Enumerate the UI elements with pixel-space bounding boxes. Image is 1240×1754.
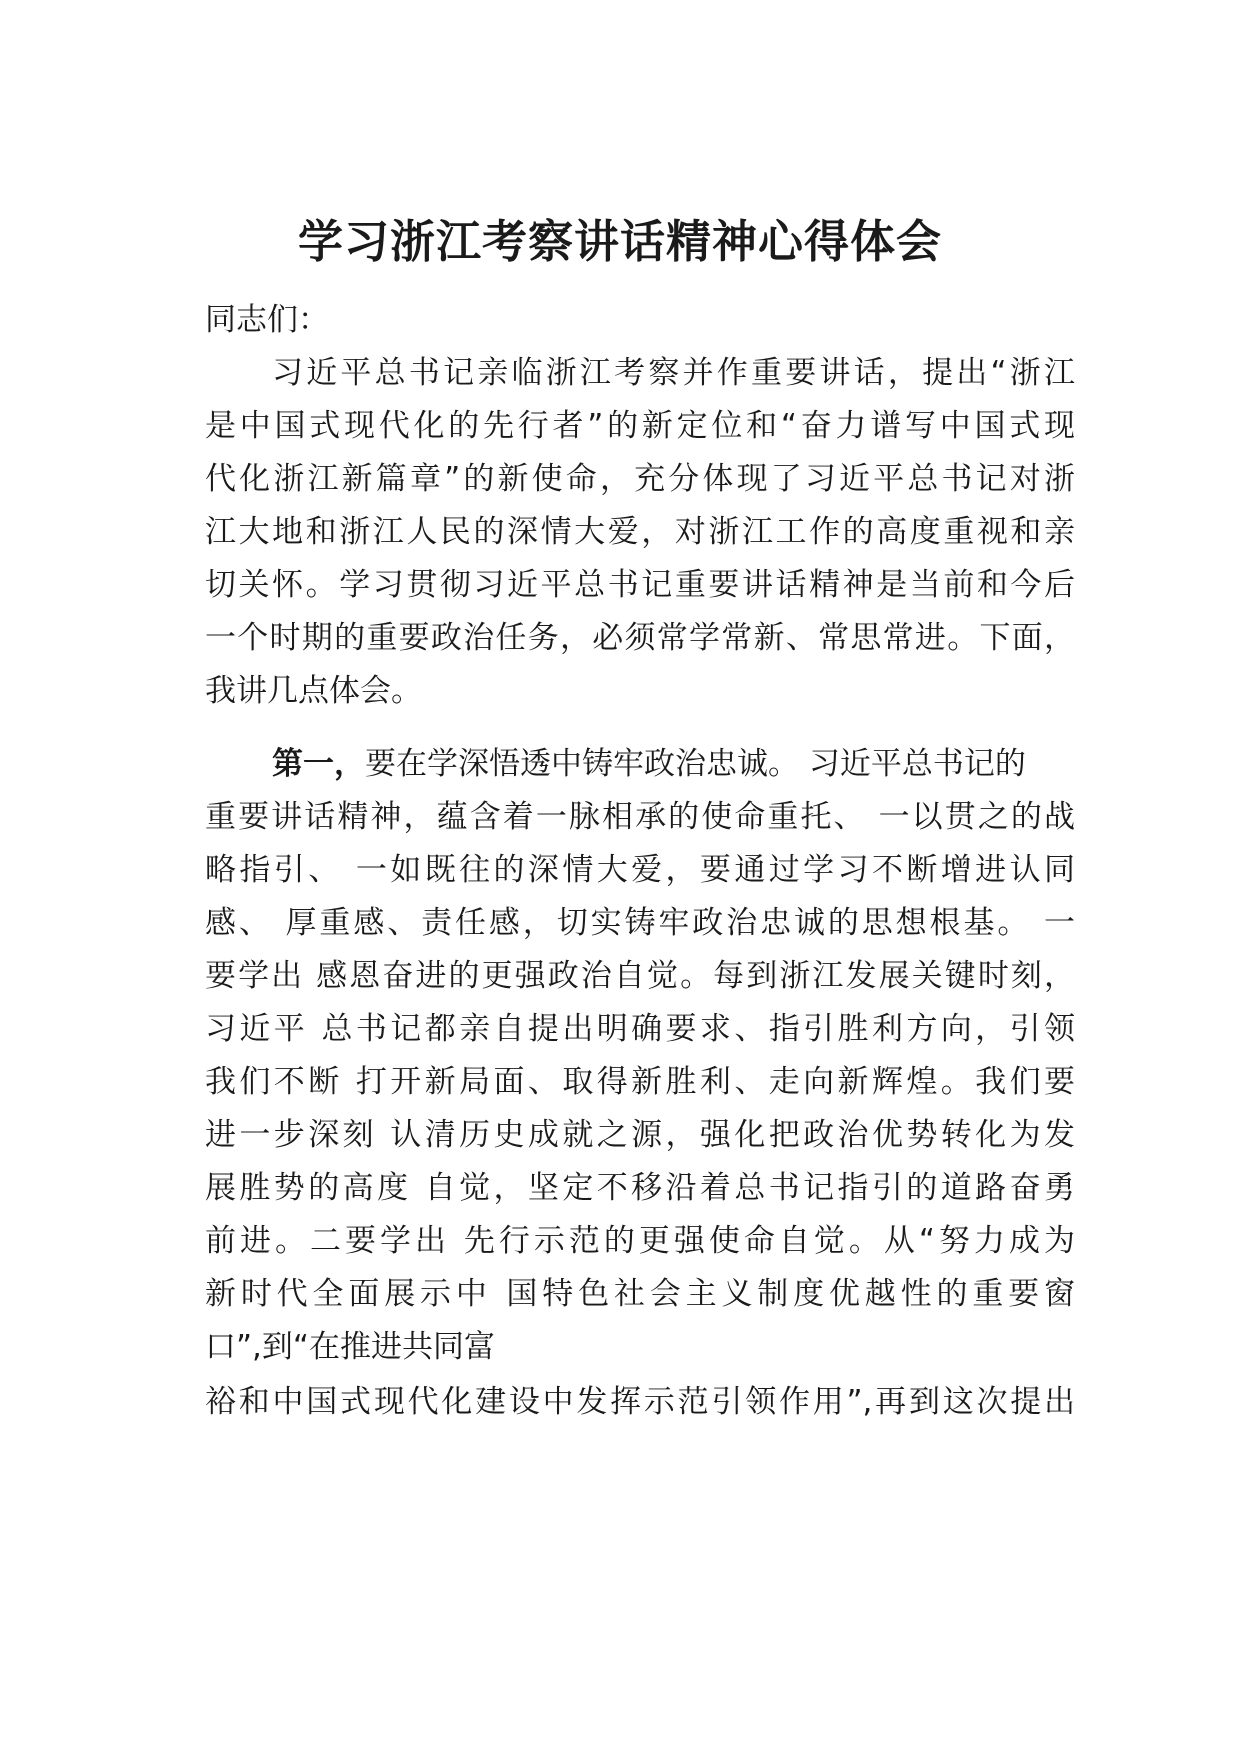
paragraph-line: 江大地和浙江人民的深情大爱，对浙江工作的高度重视和亲 xyxy=(205,514,1075,550)
paragraph-line: 口”,到“在推进共同富 xyxy=(205,1329,495,1365)
paragraph-line: 要学出 感恩奋进的更强政治自觉。每到浙江发展关键时刻， xyxy=(205,958,1075,994)
paragraph-line: 我们不断 打开新局面、取得新胜利、走向新辉煌。我们要 xyxy=(205,1064,1075,1100)
paragraph-line: 略指引、 一如既往的深情大爱，要通过学习不断增进认同 xyxy=(205,852,1075,888)
section-heading-text: 要在学深悟透中铸牢政治忠诚。 习近平总书记的 xyxy=(365,746,1026,782)
paragraph-line: 裕和中国式现代化建设中发挥示范引领作用”,再到这次提出 xyxy=(205,1384,1075,1420)
paragraph-line: 新时代全面展示中 国特色社会主义制度优越性的重要窗 xyxy=(205,1276,1075,1312)
paragraph-line: 我讲几点体会。 xyxy=(205,673,422,709)
paragraph-line: 习近平总书记亲临浙江考察并作重要讲话，提出“浙江 xyxy=(272,355,1075,391)
paragraph-line: 前进。二要学出 先行示范的更强使命自觉。从“努力成为 xyxy=(205,1223,1075,1259)
document-title: 学习浙江考察讲话精神心得体会 xyxy=(297,215,942,268)
paragraph-line: 是中国式现代化的先行者”的新定位和“奋力谱写中国式现 xyxy=(205,408,1075,444)
section-heading-line xyxy=(272,736,1075,792)
salutation: 同志们： xyxy=(205,302,329,338)
paragraph-line: 展胜势的高度 自觉，坚定不移沿着总书记指引的道路奋勇 xyxy=(205,1170,1075,1206)
paragraph-line: 切关怀。学习贯彻习近平总书记重要讲话精神是当前和今后 xyxy=(205,567,1075,603)
paragraph-line: 习近平 总书记都亲自提出明确要求、指引胜利方向，引领 xyxy=(205,1011,1075,1047)
paragraph-line: 重要讲话精神，蕴含着一脉相承的使命重托、 一以贯之的战 xyxy=(205,799,1075,835)
section-lead: 第一， xyxy=(272,746,365,782)
paragraph-line: 感、 厚重感、责任感，切实铸牢政治忠诚的思想根基。 一 xyxy=(205,905,1075,941)
paragraph-line: 进一步深刻 认清历史成就之源，强化把政治优势转化为发 xyxy=(205,1117,1075,1153)
paragraph-line: 一个时期的重要政治任务，必须常学常新、常思常进。下面， xyxy=(205,620,1075,656)
paragraph-line: 代化浙江新篇章”的新使命，充分体现了习近平总书记对浙 xyxy=(205,461,1075,497)
